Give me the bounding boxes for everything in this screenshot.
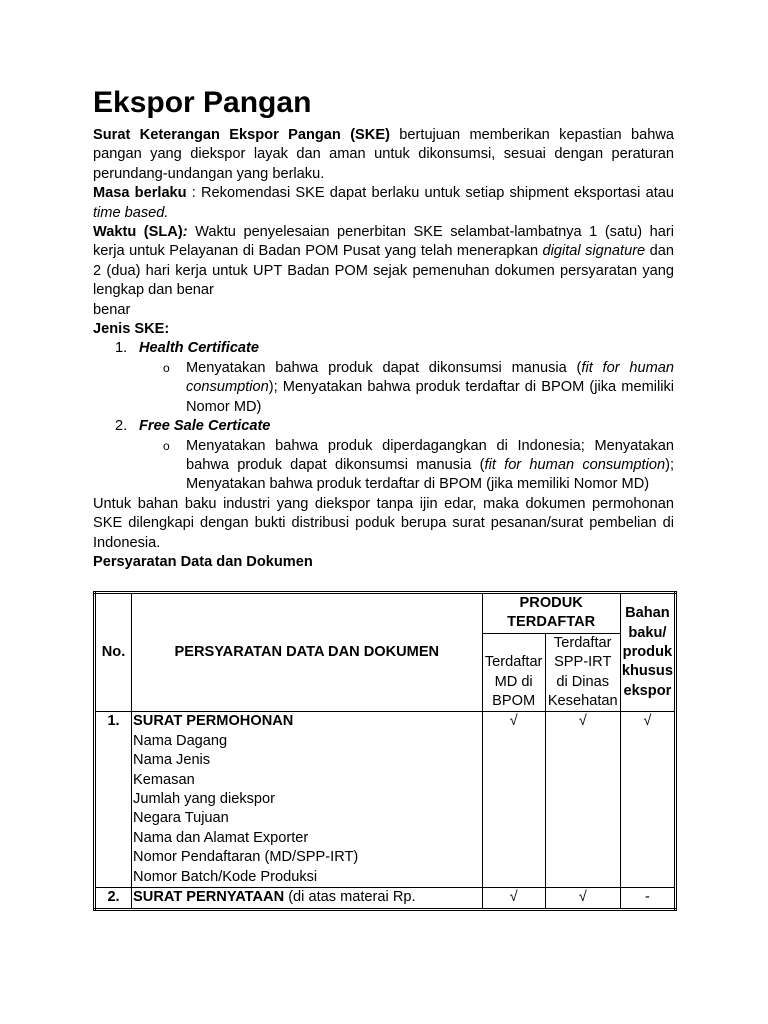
header-special-product: Bahan baku/ produk khusus ekspor <box>620 593 675 712</box>
validity-italic: time based. <box>93 204 169 221</box>
row-number: 1. <box>95 712 132 888</box>
desc-italic: fit for human consumption <box>186 359 674 396</box>
desc-italic: fit for human consumption <box>484 456 666 473</box>
sla-label: Waktu (SLA) <box>93 224 183 241</box>
row-number: 2. <box>95 888 132 909</box>
sla-text-1: Waktu penyelesaian penerbitan SKE selambat-lambatnya 1 (satu) hari kerja untuk Pelayanan di Badan POM Pusat yang telah menerapkan <box>93 224 674 260</box>
check-special: - <box>620 888 675 909</box>
ske-type-number: 2. <box>115 418 128 435</box>
ske-types-list <box>93 339 674 494</box>
check-spp: √ <box>545 712 620 888</box>
list-item: Nomor Pendaftaran (MD/SPP-IRT) <box>133 849 359 866</box>
desc-text: Menyatakan bahwa produk dapat dikonsumsi manusia ( <box>186 359 582 376</box>
header-registered-product: PRODUK TERDAFTAR <box>482 593 620 634</box>
table-row <box>95 712 676 888</box>
intro-text: bertujuan memberikan kepastian bahwa pangan yang diekspor layak dan aman untuk dikonsumsi, sesuai dengan peraturan perundang-undangan yang berlaku. <box>93 127 674 182</box>
desc-text: Menyatakan bahwa produk diperdagangkan di Indonesia; Menyatakan bahwa produk dapat dikonsumsi manusia ( <box>186 437 674 473</box>
types-heading: Jenis SKE: <box>93 321 170 338</box>
check-special: √ <box>620 712 675 888</box>
raw-material-note: Untuk bahan baku industri yang diekspor tanpa ijin edar, maka dokumen permohonan SKE dilengkapi dengan bukti distribusi poduk berupa surat pesanan/surat pembelian di Indonesia. <box>93 495 674 551</box>
header-no: No. <box>95 593 132 712</box>
sla-italic: digital signature <box>542 243 646 260</box>
ske-type-desc <box>139 437 674 495</box>
ske-type-desc-list <box>139 359 674 417</box>
sla-colon: : <box>182 224 188 241</box>
validity-text: : Rekomendasi SKE dapat berlaku untuk setiap shipment eksportasi atau <box>186 185 674 202</box>
intro-lead: Surat Keterangan Ekspor Pangan (SKE) <box>93 127 390 143</box>
check-spp: √ <box>545 888 620 909</box>
row-requirement <box>132 888 483 909</box>
page-title: Ekspor Pangan <box>93 86 312 119</box>
requirements-table <box>93 591 677 911</box>
bullet-icon: o <box>163 360 170 375</box>
table-row <box>95 888 676 909</box>
header-requirement: PERSYARATAN DATA DAN DOKUMEN <box>132 593 483 712</box>
header-spp-irt: Terdaftar SPP-IRT di Dinas Kesehatan <box>545 633 620 712</box>
ske-type-name: Health Certificate <box>139 340 260 357</box>
check-md: √ <box>482 888 545 909</box>
row-requirement <box>132 712 483 888</box>
header-md-bpom: Terdaftar MD di BPOM <box>482 633 545 712</box>
bullet-icon: o <box>163 438 170 453</box>
table-header-row <box>95 593 676 634</box>
requirements-heading: Persyaratan Data dan Dokumen <box>93 553 313 570</box>
validity-label: Masa berlaku <box>93 185 187 202</box>
row-title: SURAT PERNYATAAN <box>133 889 285 906</box>
sla-text-2: dan 2 (dua) hari kerja untuk UPT Badan POM sejak pemenuhan dokumen persyaratan yang lengkap dan benar <box>93 243 674 299</box>
desc-text: ); Menyatakan bahwa produk terdaftar di BPOM (jika memiliki Nomor MD) <box>186 456 674 493</box>
desc-text: ); Menyatakan bahwa produk terdaftar di BPOM (jika memiliki Nomor MD) <box>186 379 674 415</box>
intro-paragraph <box>93 126 674 184</box>
document-page <box>93 84 674 572</box>
validity-paragraph <box>93 184 674 223</box>
sla-extra: benar <box>93 301 131 318</box>
list-item: Nama Jenis <box>133 752 211 769</box>
ske-type-name: Free Sale Certicate <box>139 418 271 435</box>
ske-type-item <box>93 417 674 495</box>
ske-type-number: 1. <box>115 340 128 357</box>
list-item: Kemasan <box>133 771 195 788</box>
list-item: Nama Dagang <box>133 732 228 749</box>
row-title: SURAT PERMOHONAN <box>133 713 294 730</box>
list-item: Nomor Batch/Kode Produksi <box>133 868 318 885</box>
ske-type-desc <box>139 359 674 417</box>
list-item: Negara Tujuan <box>133 810 229 827</box>
ske-type-item <box>93 339 674 417</box>
ske-type-desc-list <box>139 437 674 495</box>
sla-paragraph <box>93 223 674 301</box>
row-title-rest: (di atas materai Rp. <box>284 889 416 906</box>
list-item: Nama dan Alamat Exporter <box>133 829 309 846</box>
check-md: √ <box>482 712 545 888</box>
list-item: Jumlah yang diekspor <box>133 791 276 808</box>
